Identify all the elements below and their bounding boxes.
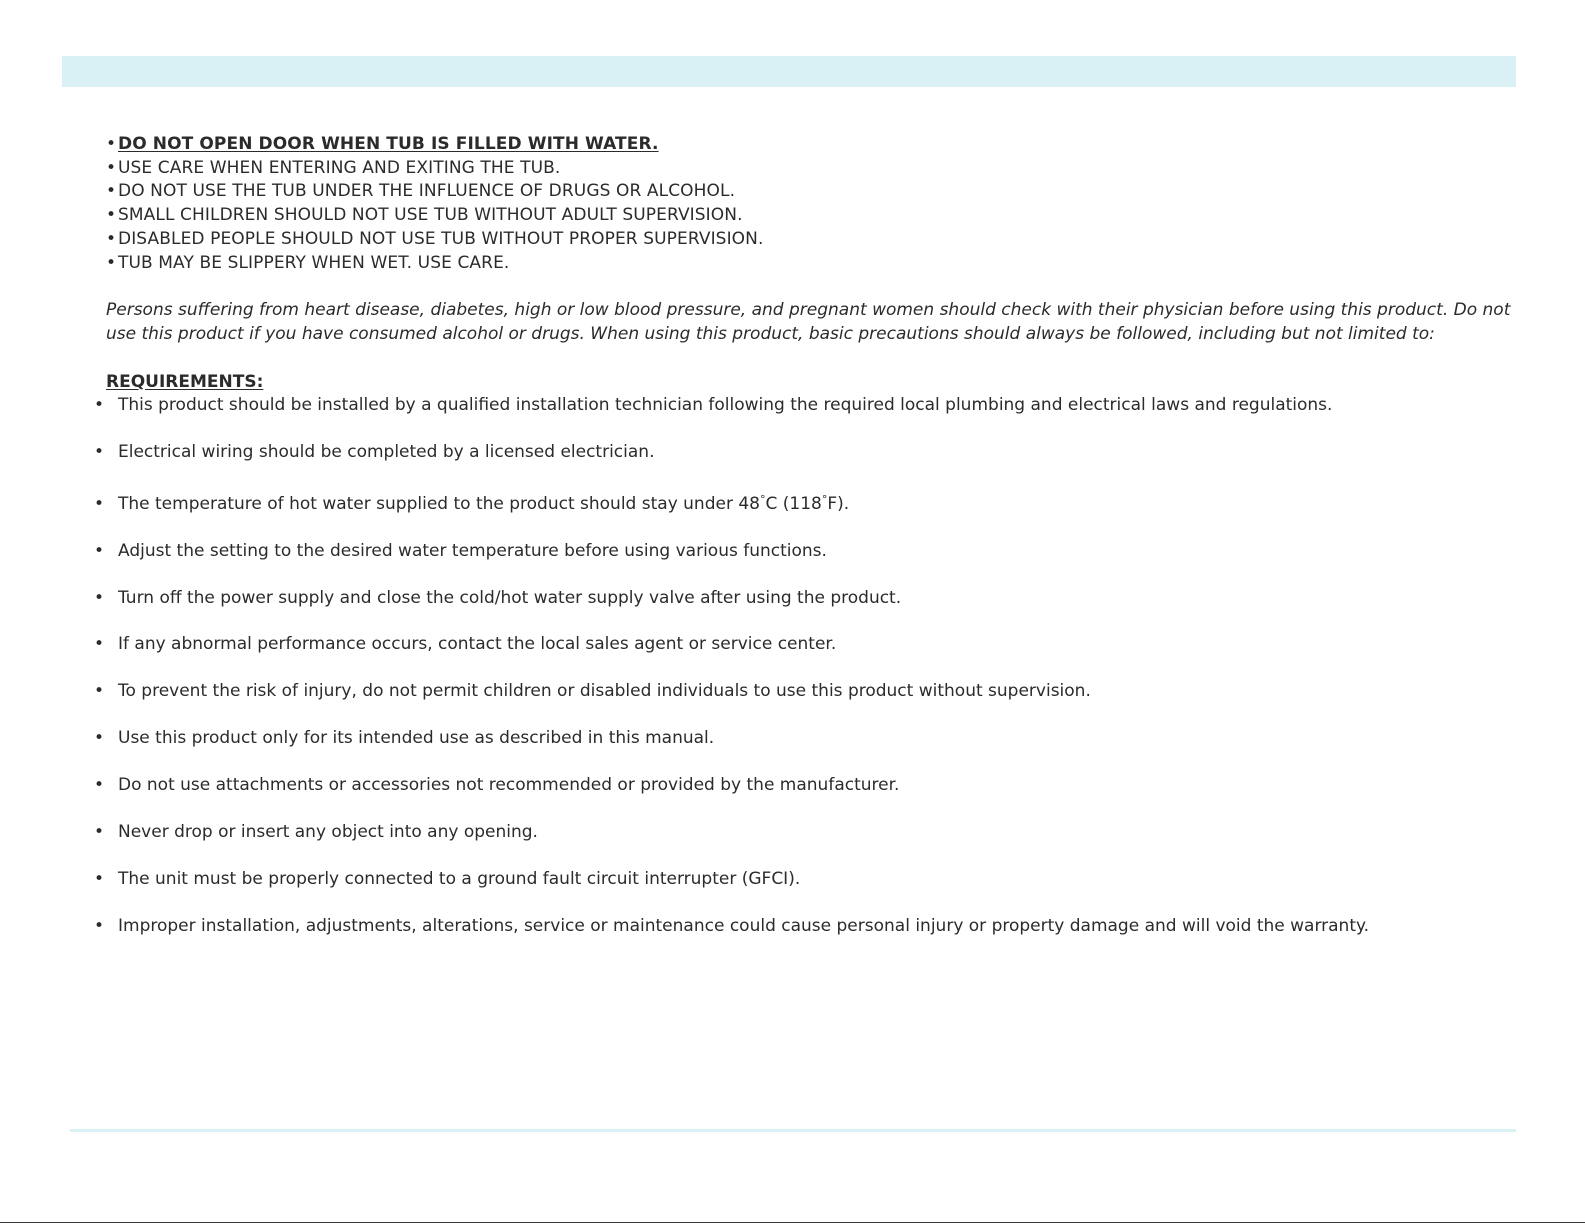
bullet: • <box>94 915 105 936</box>
bullet: • <box>94 587 105 608</box>
bullet: • <box>94 728 105 749</box>
requirement-text: Use this product only for its intended use as described in this manual. <box>118 728 715 749</box>
requirements-list <box>94 394 1536 938</box>
page-edge-line <box>0 1222 1585 1223</box>
requirement-item <box>94 868 1418 892</box>
requirement-text: Improper installation, adjustments, alterations, service or maintenance could cause personal injury or property damage and will void the warranty. <box>118 915 1370 936</box>
requirement-item <box>94 441 1418 465</box>
requirement-item <box>94 915 1418 939</box>
bullet: • <box>94 868 105 889</box>
bullet: • <box>94 395 105 416</box>
requirement-item <box>94 727 1418 751</box>
temperature-celsius: C (118 <box>765 493 822 514</box>
requirement-text: Electrical wiring should be completed by a licensed electrician. <box>118 442 655 463</box>
bullet: • <box>106 252 117 273</box>
requirement-item-temperature <box>94 492 1418 517</box>
bullet: • <box>94 681 105 702</box>
requirement-item <box>94 540 1418 564</box>
temperature-fahrenheit: F). <box>827 493 850 514</box>
requirement-text: The unit must be properly connected to a ground fault circuit interrupter (GFCI). <box>118 868 801 889</box>
requirement-item <box>94 633 1418 657</box>
requirement-text: If any abnormal performance occurs, contact the local sales agent or service center. <box>118 634 837 655</box>
bullet: • <box>94 540 105 561</box>
degree-symbol: ° <box>821 492 828 506</box>
warning-list <box>106 133 1536 275</box>
requirement-item <box>94 821 1418 845</box>
warning-text: DO NOT USE THE TUB UNDER THE INFLUENCE OF DRUGS OR ALCOHOL. <box>118 181 736 202</box>
warning-text: SMALL CHILDREN SHOULD NOT USE TUB WITHOUT ADULT SUPERVISION. <box>118 205 743 226</box>
warning-item <box>106 157 1536 181</box>
warning-item <box>106 204 1536 228</box>
requirement-text: To prevent the risk of injury, do not permit children or disabled individuals to use this product without supervision. <box>118 681 1091 702</box>
requirement-item <box>94 587 1418 611</box>
header-band <box>62 56 1516 87</box>
warning-text: USE CARE WHEN ENTERING AND EXITING THE TUB. <box>118 157 561 178</box>
bullet: • <box>94 493 105 514</box>
bullet: • <box>106 205 117 226</box>
requirement-item <box>94 680 1418 704</box>
bullet: • <box>94 775 105 796</box>
requirement-item <box>94 774 1418 798</box>
footer-rule <box>70 1129 1516 1132</box>
warning-item <box>106 133 1536 157</box>
requirement-text: This product should be installed by a qualified installation technician following the required local plumbing and electrical laws and regulations. <box>118 395 1333 416</box>
bullet: • <box>106 228 117 249</box>
warning-item <box>106 228 1536 252</box>
requirement-text: Never drop or insert any object into any opening. <box>118 821 538 842</box>
requirement-text: Adjust the setting to the desired water temperature before using various functions. <box>118 540 827 561</box>
bullet: • <box>106 134 117 154</box>
bullet: • <box>94 821 105 842</box>
bullet: • <box>94 442 105 463</box>
degree-symbol: ° <box>759 492 766 506</box>
requirements-heading: REQUIREMENTS: <box>106 371 264 392</box>
temperature-prefix: The temperature of hot water supplied to the product should stay under 48 <box>118 493 760 514</box>
requirement-item <box>94 394 1418 418</box>
bullet: • <box>94 634 105 655</box>
warning-text: DISABLED PEOPLE SHOULD NOT USE TUB WITHOUT PROPER SUPERVISION. <box>118 228 764 249</box>
requirement-text: Turn off the power supply and close the cold/hot water supply valve after using the product. <box>118 587 902 608</box>
warning-item <box>106 252 1536 276</box>
bullet: • <box>106 181 117 202</box>
warning-text-primary: DO NOT OPEN DOOR WHEN TUB IS FILLED WITH WATER. <box>118 134 659 154</box>
requirement-text: Do not use attachments or accessories not recommended or provided by the manufacturer. <box>118 775 900 796</box>
warning-text: TUB MAY BE SLIPPERY WHEN WET. USE CARE. <box>118 252 510 273</box>
bullet: • <box>106 157 117 178</box>
intro-paragraph: Persons suffering from heart disease, diabetes, high or low blood pressure, and pregnant women should check with their physician before using this product. Do not use this product if you have consumed alcohol or drugs. When using this product, basic precautions should always be followed, including but not limited to: <box>106 300 1511 344</box>
safety-content <box>94 133 1536 938</box>
warning-item <box>106 180 1536 204</box>
